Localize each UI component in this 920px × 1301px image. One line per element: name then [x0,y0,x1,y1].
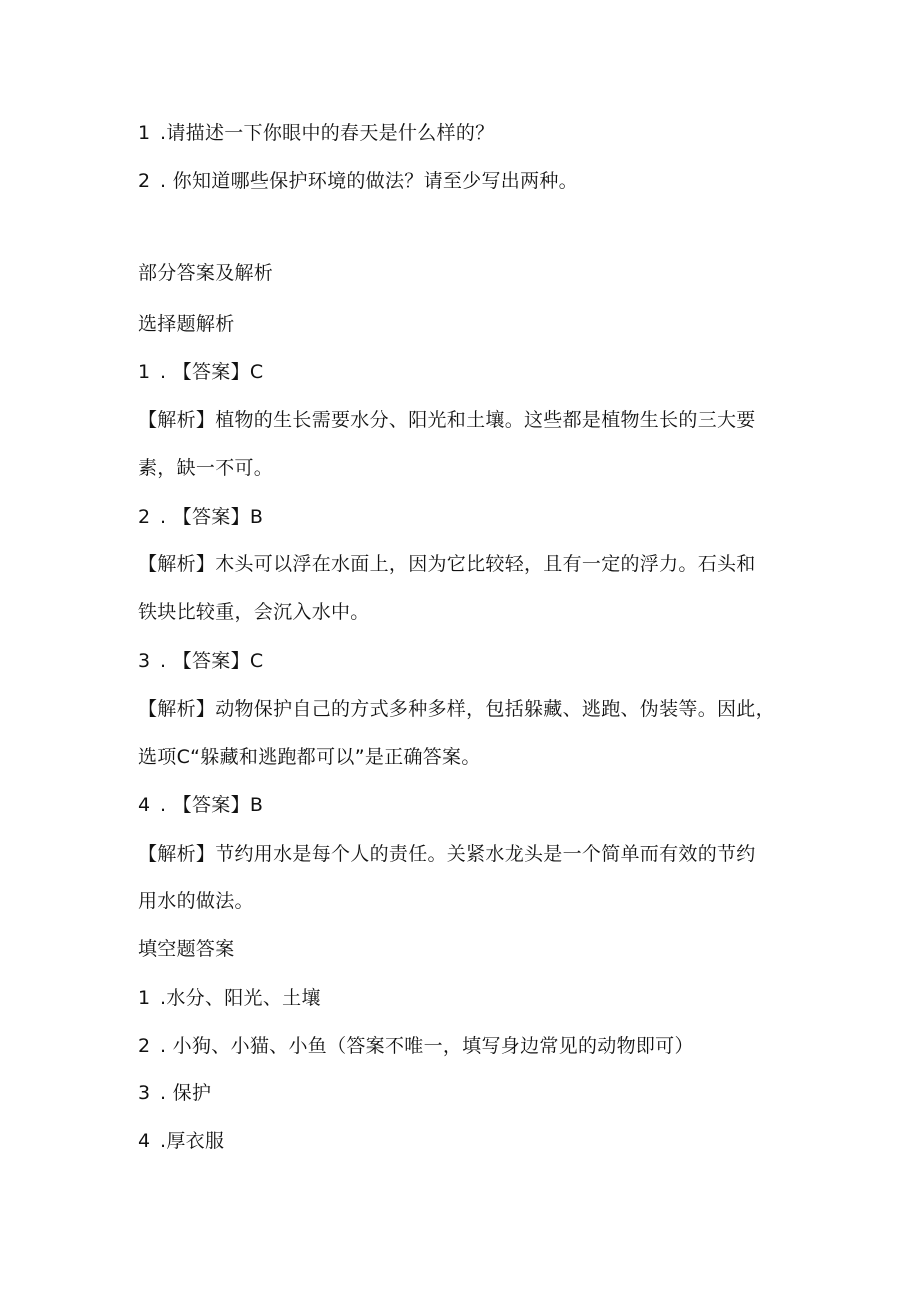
choice-analysis-1-line-2: 素，缺一不可。 [138,457,274,479]
fill-answer-4 [138,1128,224,1154]
choice-answer-3 [138,648,263,674]
choice-answer-text: . 【答案】C [160,361,264,383]
choice-analysis-3-line-2: 选项C“躲藏和逃跑都可以”是正确答案。 [138,746,481,768]
fill-answer-text: . 小狗、小猫、小鱼（答案不唯一，填写身边常见的动物即可） [160,1035,694,1057]
fill-number: 4 [138,1130,151,1152]
question-text: .请描述一下你眼中的春天是什么样的？ [160,122,495,144]
choice-answer-text: . 【答案】C [160,650,264,672]
choice-answer-text: . 【答案】B [160,506,264,528]
choice-analysis-2-line-2: 铁块比较重，会沉入水中。 [138,601,370,623]
fill-answer-text: .厚衣服 [160,1130,225,1152]
choice-number: 3 [138,650,151,672]
fill-number: 2 [138,1035,151,1057]
fill-answer-2 [138,1033,694,1059]
choice-number: 4 [138,794,151,816]
choice-analysis-4-line-1: 【解析】节约用水是每个人的责任。关紧水龙头是一个简单而有效的节约 [138,843,756,865]
choice-analysis-2-line-1: 【解析】木头可以浮在水面上，因为它比较轻，且有一定的浮力。石头和 [138,553,756,575]
choice-heading: 选择题解析 [138,313,235,335]
choice-answer-text: . 【答案】B [160,794,264,816]
choice-answer-1 [138,359,263,385]
choice-number: 1 [138,361,151,383]
answers-heading: 部分答案及解析 [138,262,274,284]
choice-answer-2 [138,504,263,530]
fill-heading: 填空题答案 [138,938,235,960]
fill-answer-text: . 保护 [160,1082,212,1104]
choice-analysis-4-line-2: 用水的做法。 [138,890,254,912]
choice-analysis-1-line-1: 【解析】植物的生长需要水分、阳光和土壤。这些都是植物生长的三大要 [138,409,756,431]
fill-answer-3 [138,1080,211,1106]
fill-number: 1 [138,987,151,1009]
fill-answer-text: .水分、阳光、土壤 [160,987,321,1009]
choice-number: 2 [138,506,151,528]
question-number: 1 [138,122,151,144]
question-number: 2 [138,170,151,192]
choice-analysis-3-line-1: 【解析】动物保护自己的方式多种多样，包括躲藏、逃跑、伪装等。因此， [138,698,775,720]
question-text: . 你知道哪些保护环境的做法？请至少写出两种。 [160,170,578,192]
fill-number: 3 [138,1082,151,1104]
question-1 [138,120,494,146]
question-2 [138,168,578,194]
fill-answer-1 [138,985,321,1011]
choice-answer-4 [138,792,263,818]
